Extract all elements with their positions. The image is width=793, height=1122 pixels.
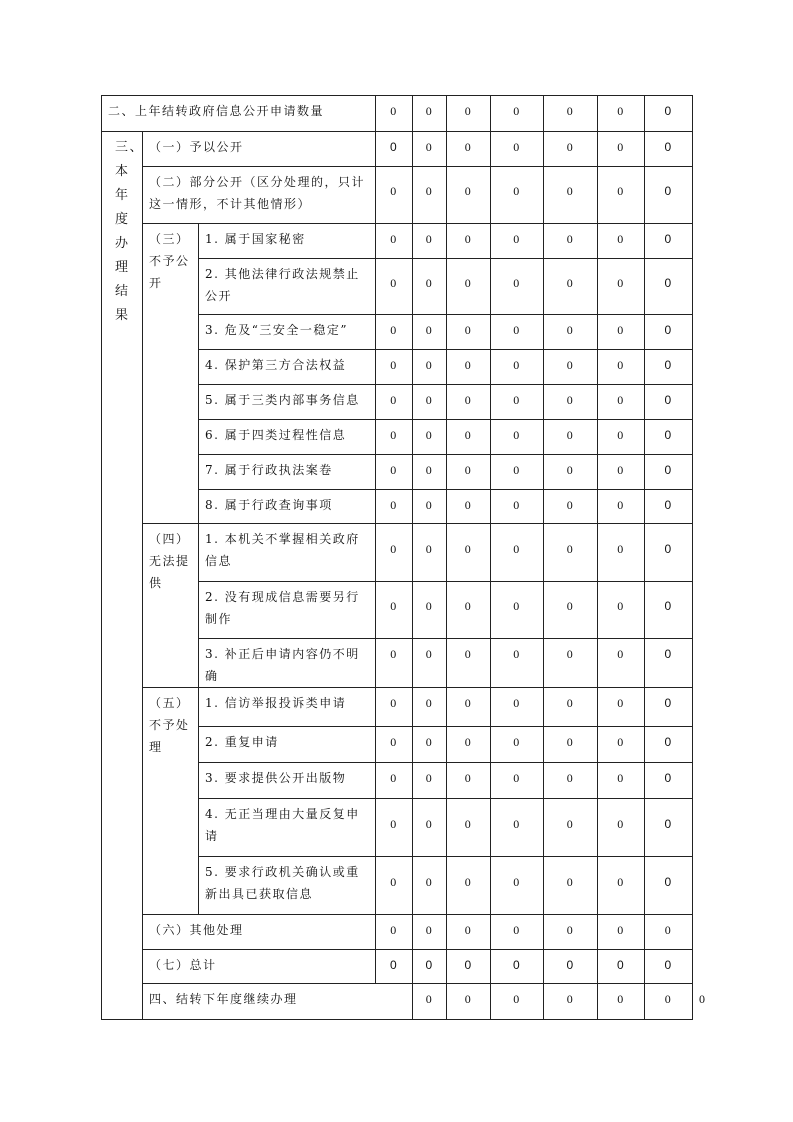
value-cell: 0 xyxy=(447,524,491,582)
value-cell: 0 xyxy=(376,315,413,350)
value-cell: 0 xyxy=(413,727,447,763)
value-cell: 0 xyxy=(544,727,598,763)
row-label: 5. 属于三类内部事务信息 xyxy=(199,385,376,420)
row-label: （七）总计 xyxy=(143,950,376,984)
value-cell: 0 xyxy=(544,490,598,524)
value-cell: 0 xyxy=(544,915,598,950)
value-cell: 0 xyxy=(645,385,693,420)
value-cell: 0 xyxy=(376,385,413,420)
row-label: 6. 属于四类过程性信息 xyxy=(199,420,376,455)
row-label: （一）予以公开 xyxy=(143,132,376,167)
table-row xyxy=(102,132,693,167)
value-cell: 0 xyxy=(544,350,598,385)
value-cell: 0 xyxy=(413,524,447,582)
value-cell: 0 xyxy=(645,524,693,582)
value-cell: 0 xyxy=(598,582,645,639)
value-cell: 0 xyxy=(491,350,544,385)
value-cell: 0 xyxy=(491,224,544,259)
row-label: 2. 重复申请 xyxy=(199,727,376,763)
value-cell: 0 xyxy=(645,96,693,132)
disclosure-results-table xyxy=(101,95,707,1020)
group4-text: （四）无法提供 xyxy=(149,532,190,590)
value-cell: 0 xyxy=(376,950,413,984)
value-cell: 0 xyxy=(645,259,693,315)
value-cell: 0 xyxy=(413,582,447,639)
value-cell: 0 xyxy=(413,132,447,167)
value-cell: 0 xyxy=(598,132,645,167)
table-row xyxy=(102,167,693,224)
value-cell: 0 xyxy=(491,259,544,315)
value-cell: 0 xyxy=(645,688,693,727)
value-cell: 0 xyxy=(376,167,413,224)
value-cell: 0 xyxy=(447,96,491,132)
row-label: （六）其他处理 xyxy=(143,915,376,950)
value-cell: 0 xyxy=(544,420,598,455)
value-cell: 0 xyxy=(491,857,544,915)
value-cell: 0 xyxy=(447,727,491,763)
row-label: 4. 保护第三方合法权益 xyxy=(199,350,376,385)
value-cell: 0 xyxy=(447,639,491,688)
value-cell: 0 xyxy=(447,915,491,950)
value-cell: 0 xyxy=(413,688,447,727)
value-cell: 0 xyxy=(544,688,598,727)
value-cell: 0 xyxy=(544,259,598,315)
value-cell: 0 xyxy=(645,727,693,763)
value-cell: 0 xyxy=(447,688,491,727)
value-cell: 0 xyxy=(413,490,447,524)
value-cell: 0 xyxy=(598,857,645,915)
value-cell: 0 xyxy=(376,259,413,315)
table-row xyxy=(102,96,693,132)
value-cell: 0 xyxy=(598,799,645,857)
row-label: 1. 信访举报投诉类申请 xyxy=(199,688,376,727)
value-cell: 0 xyxy=(491,524,544,582)
value-cell: 0 xyxy=(544,582,598,639)
value-cell: 0 xyxy=(645,984,693,1020)
value-cell: 0 xyxy=(491,763,544,799)
value-cell: 0 xyxy=(598,167,645,224)
value-cell: 0 xyxy=(598,688,645,727)
value-cell: 0 xyxy=(376,96,413,132)
value-cell: 0 xyxy=(645,799,693,857)
value-cell: 0 xyxy=(413,984,447,1020)
value-cell: 0 xyxy=(645,132,693,167)
value-cell: 0 xyxy=(447,763,491,799)
value-cell: 0 xyxy=(645,639,693,688)
value-cell: 0 xyxy=(413,857,447,915)
value-cell: 0 xyxy=(447,455,491,490)
value-cell: 0 xyxy=(376,763,413,799)
value-cell: 0 xyxy=(598,727,645,763)
value-cell: 0 xyxy=(491,950,544,984)
value-cell: 0 xyxy=(447,799,491,857)
value-cell: 0 xyxy=(544,132,598,167)
value-cell: 0 xyxy=(544,455,598,490)
value-cell: 0 xyxy=(491,984,544,1020)
value-cell: 0 xyxy=(376,350,413,385)
row-label: 二、上年结转政府信息公开申请数量 xyxy=(102,96,376,132)
group3-text: （三）不予公开 xyxy=(149,232,190,290)
group-label xyxy=(143,524,199,688)
value-cell: 0 xyxy=(447,420,491,455)
value-cell: 0 xyxy=(544,167,598,224)
row-label: 8. 属于行政查询事项 xyxy=(199,490,376,524)
table-row xyxy=(102,915,693,950)
section-three-label xyxy=(102,132,143,1020)
value-cell: 0 xyxy=(645,224,693,259)
value-cell: 0 xyxy=(491,799,544,857)
value-cell: 0 xyxy=(447,950,491,984)
value-cell: 0 xyxy=(413,259,447,315)
value-cell: 0 xyxy=(413,96,447,132)
value-cell: 0 xyxy=(645,350,693,385)
value-cell: 0 xyxy=(413,420,447,455)
value-cell: 0 xyxy=(544,799,598,857)
value-cell: 0 xyxy=(544,763,598,799)
value-cell: 0 xyxy=(645,915,693,950)
row-label: 3. 补正后申请内容仍不明确 xyxy=(199,639,376,688)
table-row xyxy=(102,950,693,984)
row-label: 四、结转下年度继续办理 xyxy=(143,984,413,1020)
row-label: 4. 无正当理由大量反复申请 xyxy=(199,799,376,857)
section-three-text: 三、本年度办理结果 xyxy=(115,140,145,323)
value-cell: 0 xyxy=(645,420,693,455)
value-cell: 0 xyxy=(645,763,693,799)
value-cell: 0 xyxy=(598,455,645,490)
value-cell: 0 xyxy=(491,727,544,763)
value-cell: 0 xyxy=(598,984,645,1020)
value-cell: 0 xyxy=(491,582,544,639)
value-cell: 0 xyxy=(491,167,544,224)
value-cell: 0 xyxy=(447,259,491,315)
value-cell: 0 xyxy=(376,857,413,915)
value-cell: 0 xyxy=(645,950,693,984)
value-cell: 0 xyxy=(491,96,544,132)
value-cell: 0 xyxy=(376,455,413,490)
value-cell: 0 xyxy=(413,763,447,799)
value-cell: 0 xyxy=(645,455,693,490)
value-cell: 0 xyxy=(413,167,447,224)
row-label: 3. 危及“三安全一稳定” xyxy=(199,315,376,350)
value-cell: 0 xyxy=(491,915,544,950)
value-cell: 0 xyxy=(491,490,544,524)
value-cell: 0 xyxy=(645,315,693,350)
value-cell: 0 xyxy=(544,96,598,132)
value-cell: 0 xyxy=(598,950,645,984)
value-cell: 0 xyxy=(491,385,544,420)
value-cell: 0 xyxy=(413,799,447,857)
row-label: 1. 本机关不掌握相关政府信息 xyxy=(199,524,376,582)
value-cell: 0 xyxy=(376,420,413,455)
value-cell: 0 xyxy=(447,984,491,1020)
value-cell: 0 xyxy=(598,96,645,132)
value-cell: 0 xyxy=(376,799,413,857)
value-cell: 0 xyxy=(598,259,645,315)
value-cell: 0 xyxy=(413,455,447,490)
value-cell: 0 xyxy=(447,857,491,915)
value-cell: 0 xyxy=(598,224,645,259)
value-cell: 0 xyxy=(376,490,413,524)
value-cell: 0 xyxy=(413,350,447,385)
row-label: 7. 属于行政执法案卷 xyxy=(199,455,376,490)
group5-text: （五）不予处理 xyxy=(149,696,190,754)
value-cell: 0 xyxy=(598,490,645,524)
value-cell: 0 xyxy=(598,639,645,688)
value-cell: 0 xyxy=(447,582,491,639)
value-cell: 0 xyxy=(645,490,693,524)
value-cell: 0 xyxy=(491,639,544,688)
value-cell: 0 xyxy=(645,167,693,224)
row-label: 5. 要求行政机关确认或重新出具已获取信息 xyxy=(199,857,376,915)
value-cell: 0 xyxy=(376,224,413,259)
value-cell: 0 xyxy=(544,639,598,688)
value-cell: 0 xyxy=(447,167,491,224)
value-cell: 0 xyxy=(598,315,645,350)
value-cell: 0 xyxy=(544,385,598,420)
value-cell: 0 xyxy=(544,224,598,259)
value-cell: 0 xyxy=(413,385,447,420)
value-cell: 0 xyxy=(645,857,693,915)
row-label: 2. 没有现成信息需要另行制作 xyxy=(199,582,376,639)
value-cell: 0 xyxy=(598,763,645,799)
value-cell: 0 xyxy=(447,490,491,524)
table-row xyxy=(102,224,693,259)
table-row: 四、结转下年度继续办理 0 0 0 0 0 0 0 xyxy=(102,984,693,1020)
value-cell: 0 xyxy=(413,950,447,984)
value-cell: 0 xyxy=(413,224,447,259)
value-cell: 0 xyxy=(447,132,491,167)
value-cell: 0 xyxy=(544,984,598,1020)
value-cell: 0 xyxy=(376,915,413,950)
value-cell: 0 xyxy=(544,315,598,350)
table-row xyxy=(102,524,693,582)
value-cell: 0 xyxy=(598,385,645,420)
value-cell: 0 xyxy=(376,524,413,582)
value-cell: 0 xyxy=(413,639,447,688)
value-cell: 0 xyxy=(645,582,693,639)
value-cell: 0 xyxy=(376,688,413,727)
value-cell: 0 xyxy=(598,915,645,950)
value-cell: 0 xyxy=(598,420,645,455)
value-cell: 0 xyxy=(413,915,447,950)
value-cell: 0 xyxy=(447,224,491,259)
row-label: 3. 要求提供公开出版物 xyxy=(199,763,376,799)
value-cell: 0 xyxy=(598,350,645,385)
row-label: 2. 其他法律行政法规禁止公开 xyxy=(199,259,376,315)
table-row xyxy=(102,688,693,727)
value-cell: 0 xyxy=(447,350,491,385)
group-label xyxy=(143,688,199,915)
value-cell: 0 xyxy=(376,132,413,167)
value-cell: 0 xyxy=(447,385,491,420)
value-cell: 0 xyxy=(491,455,544,490)
row-label: （二）部分公开（区分处理的，只计这一情形，不计其他情形） xyxy=(143,167,376,224)
value-cell: 0 xyxy=(544,857,598,915)
value-cell: 0 xyxy=(376,639,413,688)
value-cell: 0 xyxy=(544,950,598,984)
value-cell: 0 xyxy=(491,688,544,727)
row-label: 1. 属于国家秘密 xyxy=(199,224,376,259)
value-cell: 0 xyxy=(598,524,645,582)
value-cell: 0 xyxy=(491,420,544,455)
value-cell: 0 xyxy=(544,524,598,582)
group-label xyxy=(143,224,199,524)
value-cell: 0 xyxy=(376,582,413,639)
value-cell: 0 xyxy=(447,315,491,350)
value-cell: 0 xyxy=(376,727,413,763)
value-cell: 0 xyxy=(491,132,544,167)
value-cell: 0 xyxy=(413,315,447,350)
value-cell: 0 xyxy=(491,315,544,350)
